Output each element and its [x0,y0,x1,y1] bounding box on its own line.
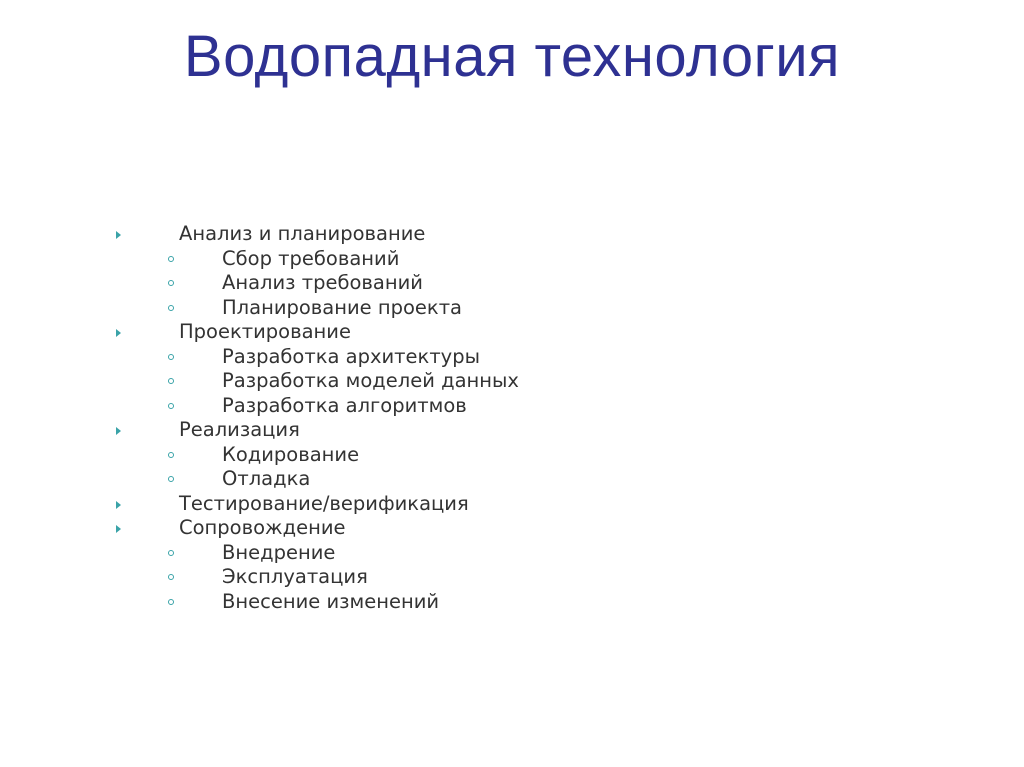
list-item-text: Разработка архитектуры [222,344,480,368]
arrow-bullet-icon [116,500,126,510]
arrow-bullet-icon [116,230,126,240]
list-item-text: Эксплуатация [222,565,368,588]
slide-title: Водопадная технология [183,24,841,89]
circle-bullet-icon [168,403,178,413]
list-item-text: Отладка [222,467,311,490]
list-item-text: Кодирование [222,442,360,466]
circle-bullet-icon [168,354,178,364]
arrow-bullet-icon [116,524,126,534]
list-item-text: Внедрение [222,540,336,564]
list-item-text: Планирование проекта [222,295,463,319]
circle-bullet-icon [168,550,178,560]
list-item-text: Сопровождение [179,516,346,539]
list-item-text: Анализ и планирование [179,222,426,245]
circle-bullet-icon [168,378,178,388]
circle-bullet-icon [168,452,178,462]
list-item-text: Тестирование/верификация [179,491,469,515]
list-item-text: Внесение изменений [222,589,440,613]
arrow-bullet-icon [116,426,126,436]
list-item-text: Сбор требований [222,246,400,270]
arrow-bullet-icon [116,328,126,338]
circle-bullet-icon [168,280,178,290]
list-item-text: Анализ требований [222,271,423,294]
list-item-text: Реализация [179,418,300,441]
list-item-text: Проектирование [179,320,351,343]
circle-bullet-icon [168,599,178,609]
list-item-text: Разработка алгоритмов [222,393,467,417]
circle-bullet-icon [168,305,178,315]
list-item-text: Разработка моделей данных [222,369,519,392]
circle-bullet-icon [168,256,178,266]
circle-bullet-icon [168,574,178,584]
circle-bullet-icon [168,476,178,486]
